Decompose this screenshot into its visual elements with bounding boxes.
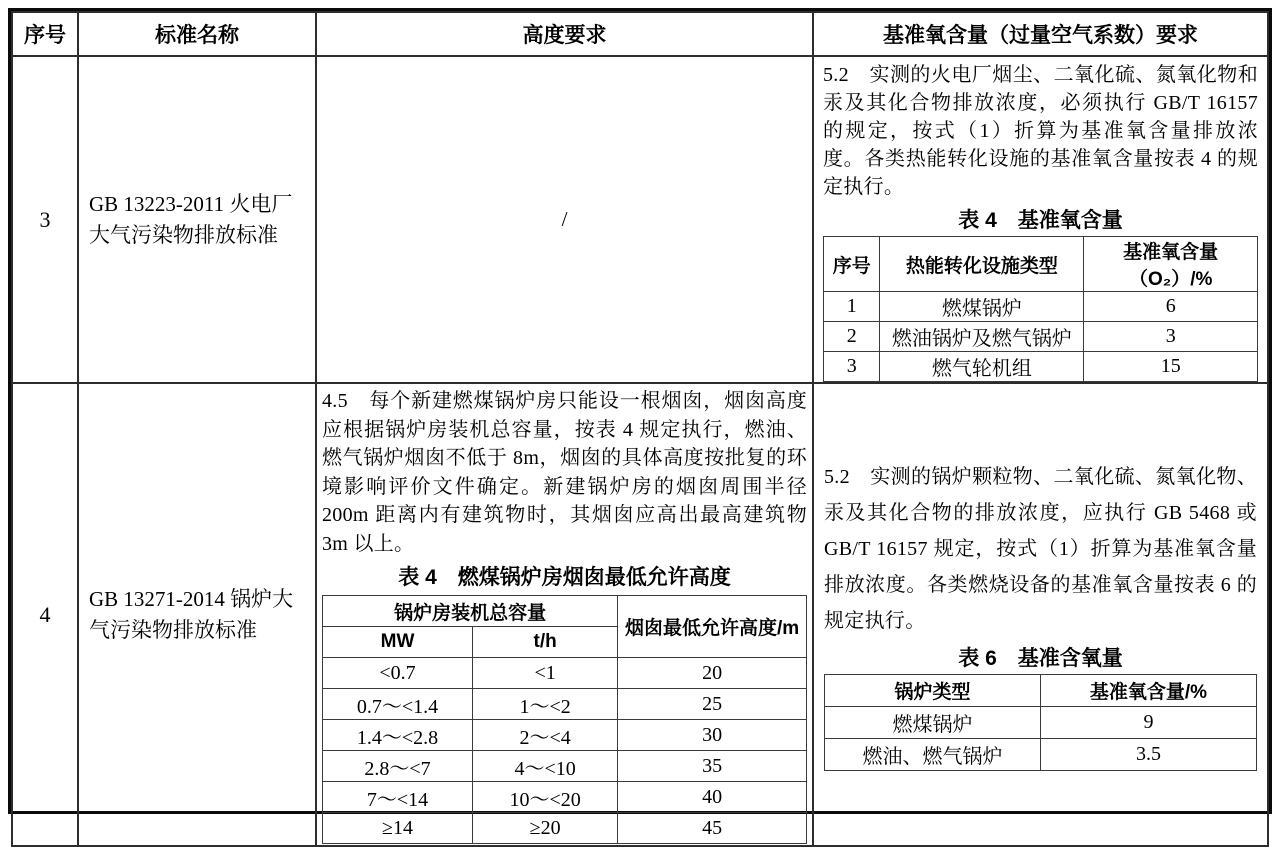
standards-table-frame: [8, 8, 1272, 839]
row3-oxygen-requirement-cell: [813, 56, 1268, 383]
table6-oxygen-title: 表 6 基准含氧量: [958, 646, 1123, 670]
cell-th: ≥20: [473, 813, 618, 844]
row4-height-text: 4.5 每个新建燃煤锅炉房只能设一根烟囱，烟囱高度应根据锅炉房装机总容量，按表 4 规定执行，燃油、燃气锅炉烟囱不低于 8m，烟囱的具体高度按批复的环境影响评价文件确定。新建锅炉房的烟囱周围半径 200m 距离内有建筑物时，其烟囱应高出最高建筑物 3m 以上。: [322, 390, 807, 555]
cell-th: 4～<10: [473, 751, 618, 782]
cell-seq: 3: [824, 352, 880, 382]
row4-oxygen-text: 5.2 实测的锅炉颗粒物、二氧化硫、氮氧化物、汞及其化合物的排放浓度，应执行 GB 5468 或 GB/T 16157 规定，按式（1）折算为基准氧含量排放浓度。各类燃烧设备的基准氧含量按表 6 的规定执行。: [824, 465, 1257, 632]
sub-header-facility-type: 热能转化设施类型: [880, 237, 1084, 292]
cell-th: <1: [473, 658, 618, 689]
boiler-oxygen-table: [824, 674, 1257, 771]
cell-height: 20: [618, 658, 807, 689]
row3-oxygen-stack: [814, 57, 1267, 382]
table-row: [825, 674, 1257, 706]
cell-height: 25: [618, 689, 807, 720]
row4-seq: 4: [12, 383, 78, 846]
cell-seq: 2: [824, 322, 880, 352]
row4-standard-name: GB 13271-2014 锅炉大气污染物排放标准: [78, 383, 316, 846]
table-row: [323, 596, 807, 627]
row3-standard-name: GB 13223-2011 火电厂大气污染物排放标准: [78, 56, 316, 383]
standards-comparison-table: [11, 11, 1269, 847]
table-row: [323, 751, 807, 782]
table-row-3: [12, 56, 1268, 383]
cell-boiler-type: 燃油、燃气锅炉: [825, 738, 1041, 770]
header-oxygen-requirement: 基准氧含量（过量空气系数）要求: [813, 12, 1268, 56]
cell-mw: <0.7: [323, 658, 473, 689]
cell-height: 45: [618, 813, 807, 844]
sub-header-min-height: 烟囱最低允许高度/m: [618, 596, 807, 658]
cell-oxygen: 3: [1084, 322, 1258, 352]
row4-height-requirement-cell: [316, 383, 813, 846]
header-seq: 序号: [12, 12, 78, 56]
row4-oxygen-requirement-cell: [813, 383, 1268, 846]
cell-mw: 0.7～<1.4: [323, 689, 473, 720]
header-standard-name: 标准名称: [78, 12, 316, 56]
table-row: [824, 322, 1258, 352]
baseline-oxygen-table: [823, 236, 1258, 382]
sub-header-seq: 序号: [824, 237, 880, 292]
cell-mw: ≥14: [323, 813, 473, 844]
row3-oxygen-text: 5.2 实测的火电厂烟尘、二氧化硫、氮氧化物和汞及其化合物排放浓度，必须执行 GB/T 16157 的规定，按式（1）折算为基准氧含量排放浓度。各类热能转化设施的基准氧含量按表 4 的规定执行。: [823, 64, 1258, 198]
sub-header-capacity-group: 锅炉房装机总容量: [323, 596, 618, 627]
cell-height: 30: [618, 720, 807, 751]
row4-height-stack: [317, 384, 812, 845]
cell-seq: 1: [824, 292, 880, 322]
cell-th: 1～<2: [473, 689, 618, 720]
cell-oxygen: 15: [1084, 352, 1258, 382]
row4-oxygen-stack: [814, 384, 1267, 845]
row3-height-requirement: /: [316, 56, 813, 383]
sub-header-mw: MW: [323, 627, 473, 658]
table4-oxygen-title: 表 4 基准氧含量: [958, 209, 1123, 232]
cell-mw: 1.4～<2.8: [323, 720, 473, 751]
cell-oxygen: 3.5: [1041, 738, 1257, 770]
table-row: [323, 720, 807, 751]
table-row: [323, 782, 807, 813]
table-row: [824, 292, 1258, 322]
chimney-height-table: [322, 595, 807, 844]
cell-facility: 燃煤锅炉: [880, 292, 1084, 322]
cell-mw: 2.8～<7: [323, 751, 473, 782]
table-row: [323, 689, 807, 720]
table-row: [825, 706, 1257, 738]
table-row: [825, 738, 1257, 770]
cell-th: 2～<4: [473, 720, 618, 751]
cell-facility: 燃油锅炉及燃气锅炉: [880, 322, 1084, 352]
table-row: [824, 352, 1258, 382]
sub-header-boiler-type: 锅炉类型: [825, 674, 1041, 706]
header-row: [12, 12, 1268, 56]
sub-header-oxygen-content: 基准氧含量/%: [1041, 674, 1257, 706]
cell-height: 35: [618, 751, 807, 782]
cell-oxygen: 9: [1041, 706, 1257, 738]
table4-chimney-title: 表 4 燃煤锅炉房烟囱最低允许高度: [398, 566, 731, 589]
sub-header-th: t/h: [473, 627, 618, 658]
cell-th: 10～<20: [473, 782, 618, 813]
cell-oxygen: 6: [1084, 292, 1258, 322]
row3-seq: 3: [12, 56, 78, 383]
cell-boiler-type: 燃煤锅炉: [825, 706, 1041, 738]
cell-height: 40: [618, 782, 807, 813]
table-row-4: [12, 383, 1268, 846]
header-height-requirement: 高度要求: [316, 12, 813, 56]
table-row: [323, 813, 807, 844]
cell-mw: 7～<14: [323, 782, 473, 813]
table-row: [323, 658, 807, 689]
cell-facility: 燃气轮机组: [880, 352, 1084, 382]
table-row: [824, 237, 1258, 292]
sub-header-oxygen-content: 基准氧含量（O₂）/%: [1084, 237, 1258, 292]
